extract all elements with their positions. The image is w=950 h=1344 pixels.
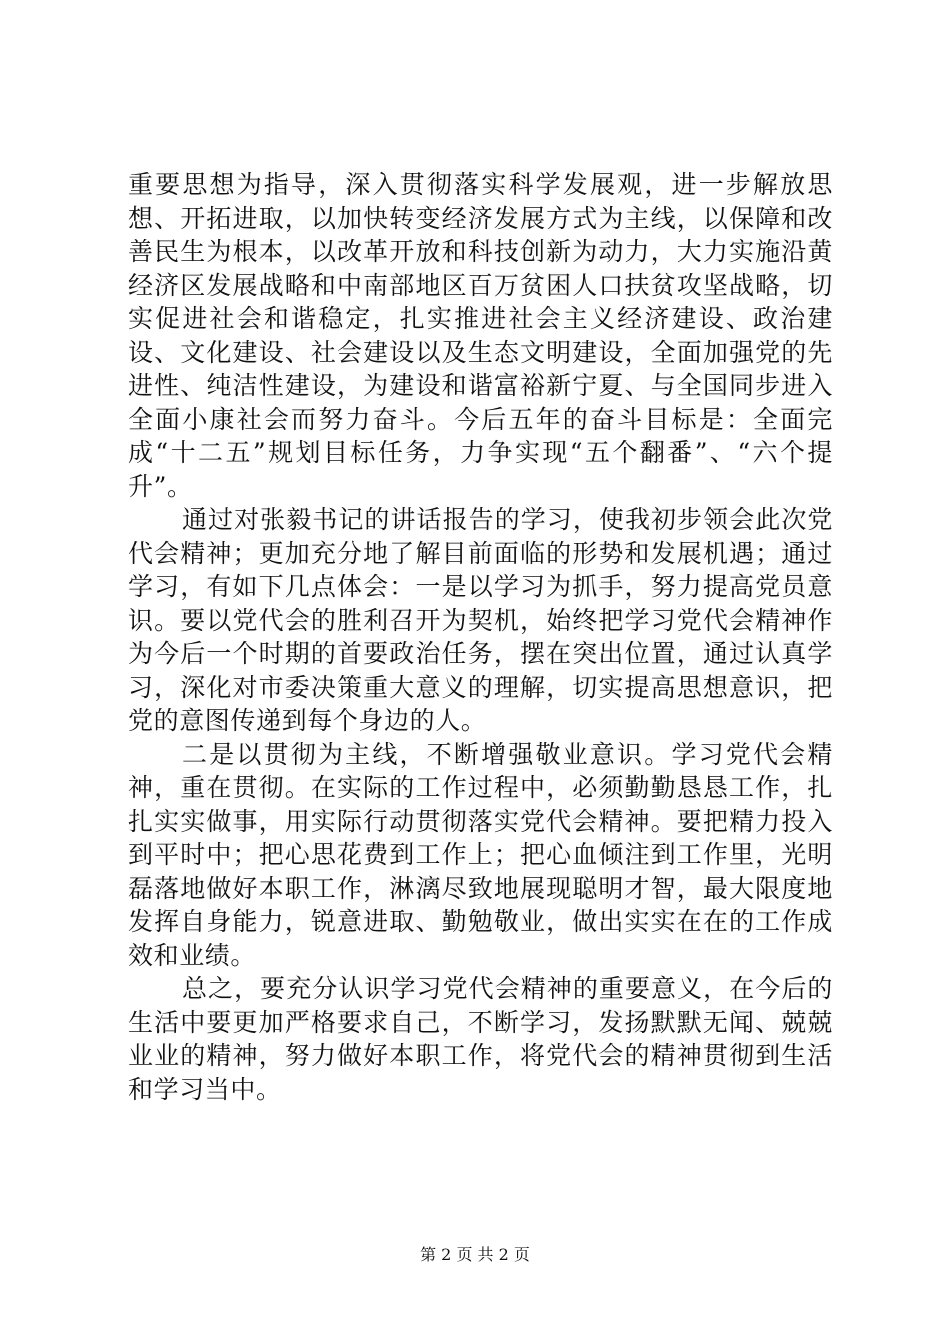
page-number-footer: 第 2 页 共 2 页 xyxy=(420,1245,530,1264)
paragraph-2: 通过对张毅书记的讲话报告的学习，使我初步领会此次党代会精神；更加充分地了解目前面临的形势和发展机遇；通过学习，有如下几点体会：一是以学习为抓手，努力提高党员意识。要以党代会的胜利召开为契机，始终把学习党代会精神作为今后一个时期的首要政治任务，摆在突出位置，通过认真学习，深化对市委决策重大意义的理解，切实提高思想意识，把党的意图传递到每个身边的人。 xyxy=(128,505,833,735)
document-body xyxy=(128,168,833,1106)
paragraph-1: 重要思想为指导，深入贯彻落实科学发展观，进一步解放思想、开拓进取，以加快转变经济发展方式为主线，以保障和改善民生为根本，以改革开放和科技创新为动力，大力实施沿黄经济区发展战略和中南部地区百万贫困人口扶贫攻坚战略，切实促进社会和谐稳定，扎实推进社会主义经济建设、政治建设、文化建设、社会建设以及生态文明建设，全面加强党的先进性、纯洁性建设，为建设和谐富裕新宁夏、与全国同步进入全面小康社会而努力奋斗。今后五年的奋斗目标是：全面完成“十二五”规划目标任务，力争实现“五个翻番”、“六个提升”。 xyxy=(128,170,833,501)
paragraph-4: 总之，要充分认识学习党代会精神的重要意义，在今后的生活中要更加严格要求自己，不断学习，发扬默默无闻、兢兢业业的精神，努力做好本职工作，将党代会的精神贯彻到生活和学习当中。 xyxy=(128,974,833,1104)
paragraph-3: 二是以贯彻为主线，不断增强敬业意识。学习党代会精神，重在贯彻。在实际的工作过程中，必须勤勤恳恳工作，扎扎实实做事，用实际行动贯彻落实党代会精神。要把精力投入到平时中；把心思花费到工作上；把心血倾注到工作里，光明磊落地做好本职工作，淋漓尽致地展现聪明才智，最大限度地发挥自身能力，锐意进取、勤勉敬业，做出实实在在的工作成效和业绩。 xyxy=(128,739,833,970)
